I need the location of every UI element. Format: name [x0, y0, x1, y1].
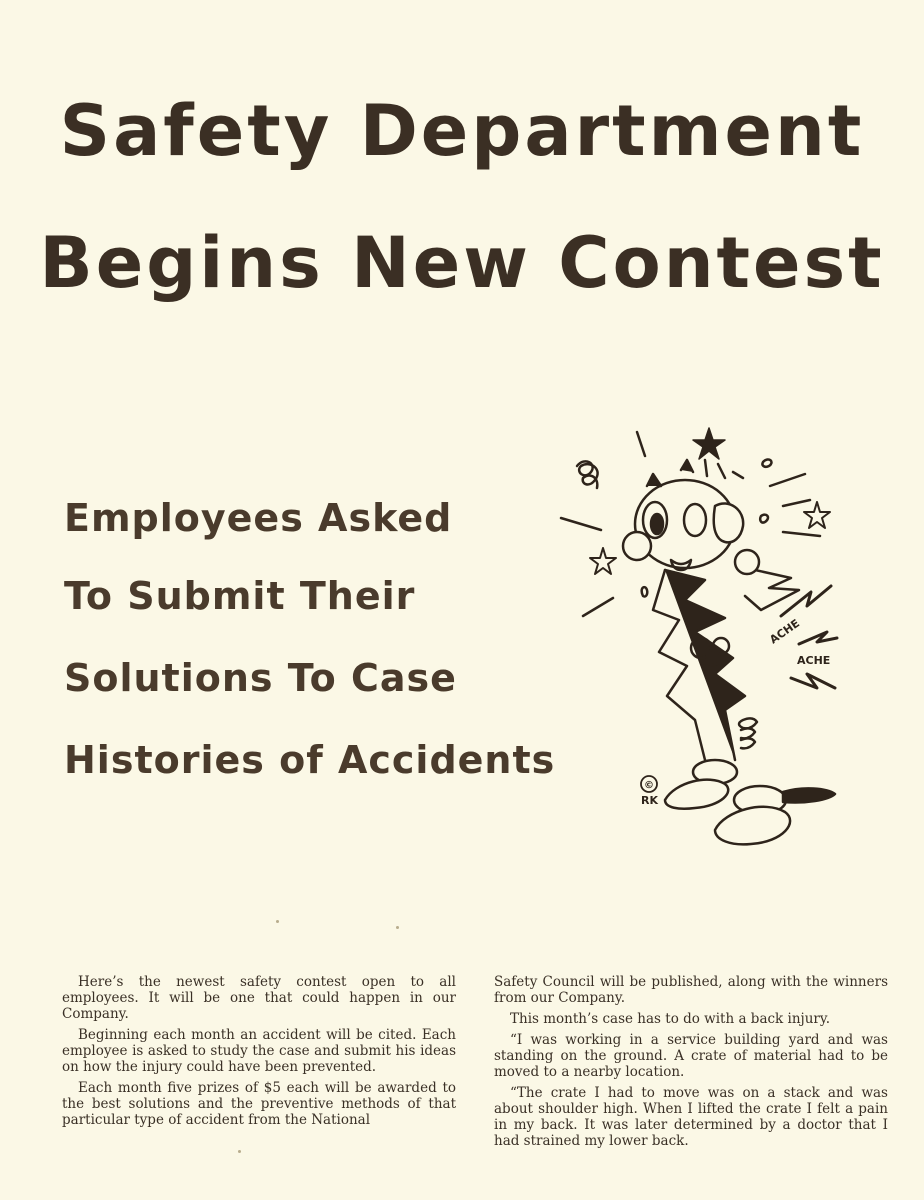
paragraph: Here’s the newest safety contest open to all employees. It will be one that could happen in our Company. [62, 974, 456, 1022]
body-column-1 [62, 974, 456, 1133]
subheadline-line-1: Employees Asked [64, 496, 453, 540]
headline-line-2: Begins New Contest [39, 222, 885, 304]
subheadline-line-2: To Submit Their [64, 574, 416, 618]
paragraph-continued: Safety Council will be published, along with the winners from our Company. [494, 974, 888, 1006]
paragraph: Beginning each month an accident will be cited. Each employee is asked to study the case and submit his ideas on how the injury could have been prevented. [62, 1027, 456, 1075]
paragraph: “The crate I had to move was on a stack and was about shoulder high. When I lifted the crate I felt a pain in my back. It was later determined by a doctor that I had strained my lower back. [494, 1085, 888, 1149]
reddy-kilowatt-backache-icon [555, 420, 855, 860]
paragraph: This month’s case has to do with a back injury. [510, 1011, 830, 1027]
paragraph: Each month five prizes of $5 each will be awarded to the best solutions and the preventive methods of that particular type of accident from the National [62, 1080, 456, 1128]
headline-line-1: Safety Department [59, 90, 865, 172]
subheadline-line-4: Histories of Accidents [64, 738, 556, 782]
copyright-mark: © [644, 780, 654, 791]
paragraph: “I was working in a service building yard and was standing on the ground. A crate of material had to be moved to a nearby location. [494, 1032, 888, 1080]
body-column-2 [494, 974, 888, 1154]
ache-label-2: ACHE [797, 654, 831, 667]
ache-label-1: ACHE [767, 616, 803, 647]
artist-initials: RK [641, 794, 658, 807]
subheadline-line-3: Solutions To Case [64, 656, 457, 700]
